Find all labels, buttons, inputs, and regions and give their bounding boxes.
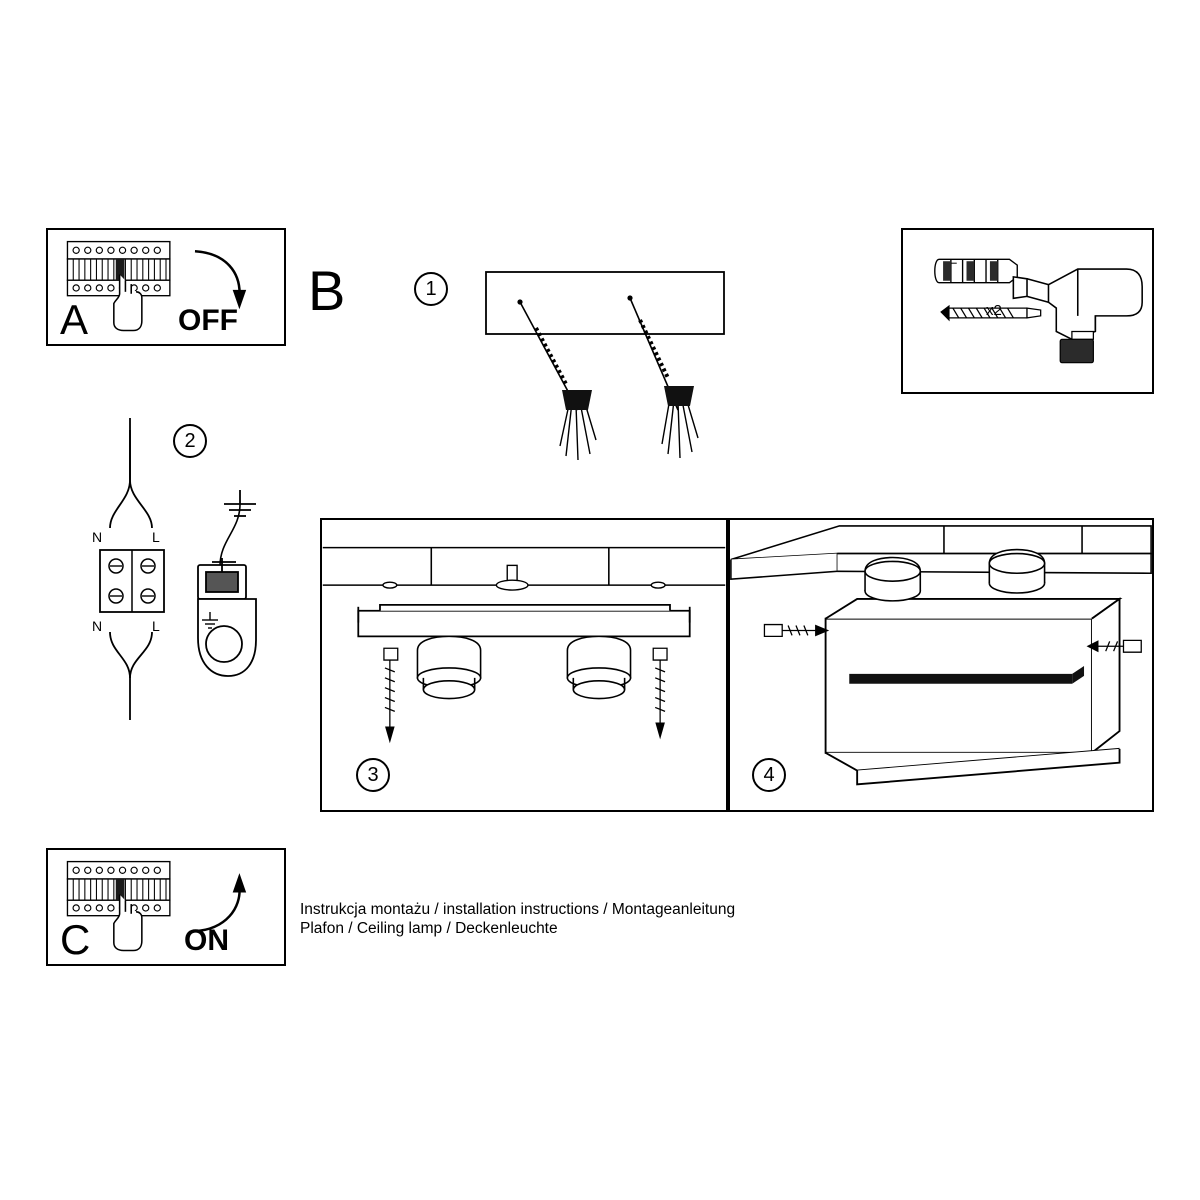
- step-3-number: 3: [356, 758, 390, 792]
- step-c-letter: C: [60, 916, 91, 963]
- step-2-graphic: [60, 400, 320, 740]
- panel-step-c: [46, 848, 286, 966]
- panel-tools: [901, 228, 1154, 394]
- panel-step-4: [728, 518, 1154, 812]
- step-1-number: 1: [414, 272, 448, 306]
- step-b-letter: B: [308, 259, 346, 322]
- terminal-label-l-bottom: L: [152, 618, 160, 634]
- power-drill-icon: [1013, 269, 1142, 339]
- terminal-label-n-bottom: N: [92, 618, 103, 634]
- tools-graphic: [903, 230, 1152, 392]
- tool-quantity-label: x2: [986, 302, 1002, 319]
- step-a-action-label: OFF: [178, 304, 238, 337]
- step-2-number: 2: [173, 424, 207, 458]
- caption-line-2: Plafon / Ceiling lamp / Deckenleuchte: [300, 920, 558, 937]
- panel-step-3: [320, 518, 728, 812]
- step-1-graphic: [420, 250, 840, 500]
- panel-step-a: [46, 228, 286, 346]
- step-4-graphic: [730, 520, 1152, 810]
- step-4-number: 4: [752, 758, 786, 792]
- terminal-label-l-top: L: [152, 529, 160, 545]
- caption-line-1: Instrukcja montażu / installation instructions / Montageanleitung: [300, 901, 736, 918]
- terminal-label-n-top: N: [92, 529, 103, 545]
- step-a-letter: A: [60, 296, 89, 343]
- step-c-action-label: ON: [184, 924, 229, 957]
